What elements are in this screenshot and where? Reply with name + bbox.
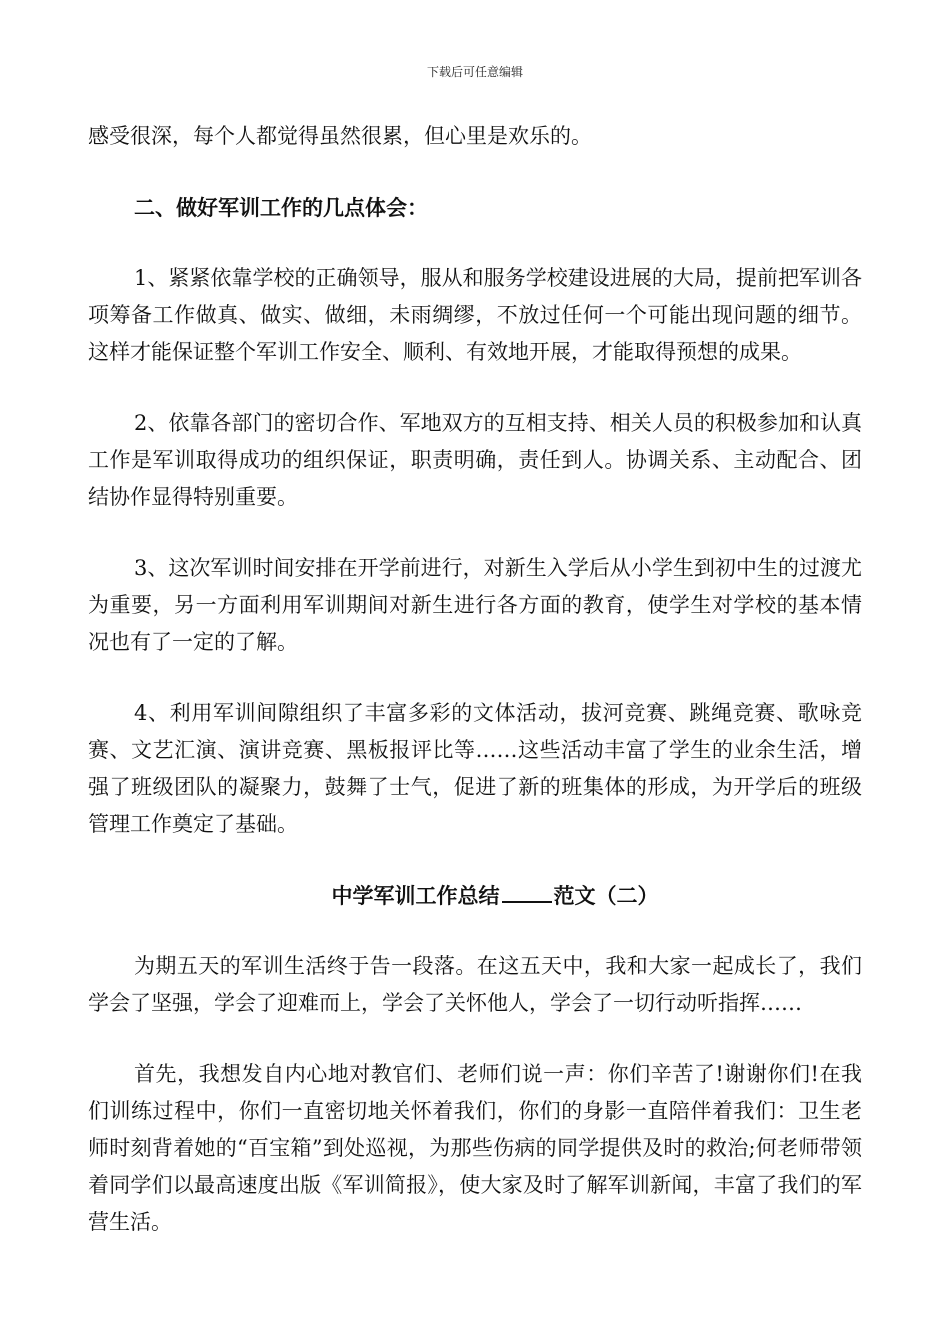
section-heading: 二、做好军训工作的几点体会： (134, 195, 428, 220)
essay-paragraph-2: 首先，我想发自内心地对教官们、老师们说一声：你们辛苦了!谢谢你们!在我们训练过程中，你们一直密切地关怀着我们，你们的身影一直陪伴着我们：卫生老师时刻背着她的“百宝箱”到处巡视，为那些伤病的同学提供及时的救治;何老师带领着同学们以最高速度出版《军训简报》，使大家及时了解军训新闻，丰富了我们的军营生活。 (88, 1062, 862, 1234)
essay-title (88, 877, 862, 914)
point-paragraph-2: 2、依靠各部门的密切合作、军地双方的互相支持、相关人员的积极参加和认真工作是军训取得成功的组织保证，职责明确，责任到人。协调关系、主动配合、团结协作显得特别重要。 (88, 411, 862, 509)
intro-tail-paragraph: 感受很深，每个人都觉得虽然很累，但心里是欢乐的。 (88, 124, 592, 148)
essay-title-main: 中学军训工作总结 (331, 883, 500, 908)
essay-paragraph-1: 为期五天的军训生活终于告一段落。在这五天中，我和大家一起成长了，我们学会了坚强，学会了迎难而上，学会了关怀他人，学会了一切行动听指挥…… (88, 954, 862, 1015)
page-header-note: 下载后可任意编辑 (426, 65, 523, 79)
point-paragraph-3: 3、这次军训时间安排在开学前进行，对新生入学后从小学生到初中生的过渡尤为重要，另一方面利用军训期间对新生进行各方面的教育，使学生对学校的基本情况也有了一定的了解。 (88, 556, 862, 654)
point-paragraph-1: 1、紧紧依靠学校的正确领导，服从和服务学校建设进展的大局，提前把军训各项筹备工作做真、做实、做细，未雨绸缪，不放过任何一个可能出现问题的细节。这样才能保证整个军训工作安全、顺利、有效地开展，才能取得预想的成果。 (88, 266, 862, 364)
document-body (88, 118, 862, 1275)
point-paragraph-4: 4、利用军训间隙组织了丰富多彩的文体活动，拔河竞赛、跳绳竞赛、歌咏竞赛、文艺汇演、演讲竞赛、黑板报评比等……这些活动丰富了学生的业余生活，增强了班级团队的凝聚力，鼓舞了士气，促进了新的班集体的形成，为开学后的班级管理工作奠定了基础。 (88, 701, 862, 836)
essay-title-suffix: 范文（二） (553, 883, 659, 908)
title-blank-underline (502, 881, 552, 903)
